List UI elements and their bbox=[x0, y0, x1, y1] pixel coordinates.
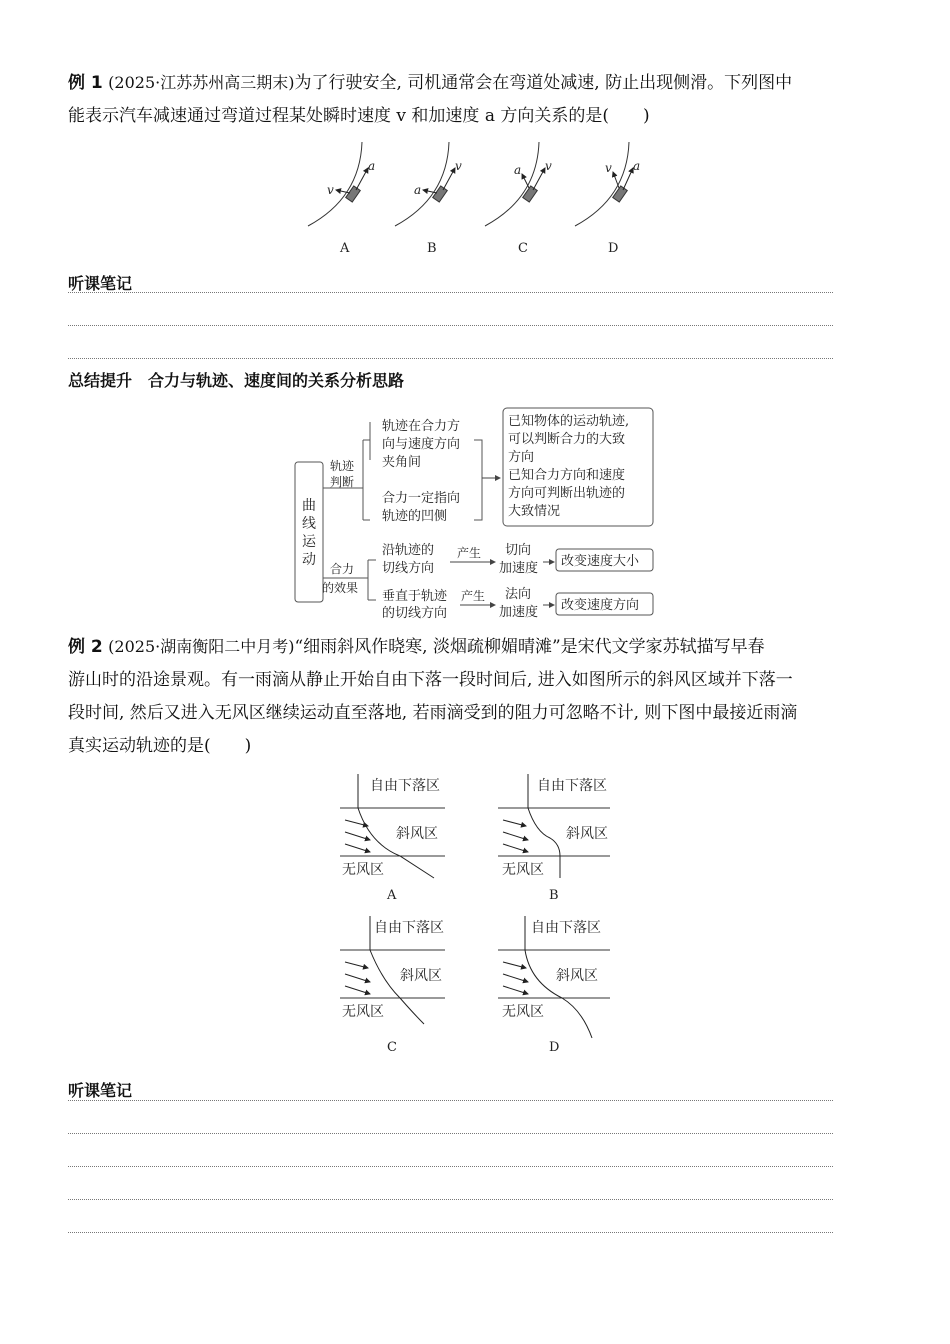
option-b-label-1: v bbox=[455, 159, 462, 173]
zone-wind-label: 斜风区 bbox=[566, 826, 608, 842]
b1-item1-line: 轨迹在合力方 bbox=[382, 419, 461, 434]
b2-item1-line: 沿轨迹的 bbox=[382, 543, 435, 558]
zone-calm-label: 无风区 bbox=[502, 862, 544, 878]
b1-result-line: 大致情况 bbox=[508, 504, 561, 519]
option-d-rain-diagram bbox=[498, 916, 610, 1055]
example1-text-line2: 能表示汽车减速通过弯道过程某处瞬时速度 v 和加速度 a 方向关系的是( ) bbox=[68, 106, 650, 126]
b2-item1-line: 切线方向 bbox=[382, 561, 435, 576]
b2-item2-line: 垂直于轨迹 bbox=[382, 589, 448, 604]
example1-source: (2025·江苏苏州高三期末) bbox=[108, 73, 295, 92]
example2-text-line3: 段时间, 然后又进入无风区继续运动直至落地, 若雨滴受到的阻力可忽略不计, 则下图中最接近雨滴 bbox=[68, 703, 798, 723]
option-d-letter: D bbox=[608, 241, 619, 256]
zone-calm-label: 无风区 bbox=[502, 1004, 544, 1020]
tangential-line: 切向 bbox=[505, 543, 532, 558]
zone-free-label: 自由下落区 bbox=[370, 778, 440, 794]
note-line[interactable] bbox=[68, 1199, 833, 1200]
example1-label: 例 1 bbox=[68, 73, 103, 93]
b1-result-line: 方向 bbox=[508, 450, 535, 465]
option-d-label-1: v bbox=[605, 161, 612, 175]
example2-text-line4: 真实运动轨迹的是( ) bbox=[68, 736, 252, 756]
option-b-letter: B bbox=[549, 888, 559, 903]
option-b-label-2: a bbox=[414, 183, 422, 197]
option-d-label-2: a bbox=[633, 159, 641, 173]
note-line[interactable] bbox=[68, 1133, 833, 1134]
note-line[interactable] bbox=[68, 1100, 833, 1101]
branch2-label: 的效果 bbox=[322, 581, 359, 595]
option-a-letter: A bbox=[340, 241, 350, 256]
root-char: 动 bbox=[302, 552, 316, 568]
branch2-label: 合力 bbox=[330, 562, 355, 576]
tangential-line: 加速度 bbox=[499, 561, 539, 576]
zone-calm-label: 无风区 bbox=[342, 862, 384, 878]
note-line[interactable] bbox=[68, 358, 833, 359]
note-line[interactable] bbox=[68, 1166, 833, 1167]
option-c-letter: C bbox=[518, 241, 528, 256]
example1-question bbox=[68, 66, 888, 133]
zone-free-label: 自由下落区 bbox=[531, 920, 601, 936]
root-char: 曲 bbox=[302, 498, 316, 514]
option-c-label-1: a bbox=[514, 163, 522, 177]
note-line[interactable] bbox=[68, 325, 833, 326]
option-c-label-2: v bbox=[545, 159, 552, 173]
example1-text-line1: 为了行驶安全, 司机通常会在弯道处减速, 防止出现侧滑。下列图中 bbox=[294, 73, 793, 93]
zone-wind-label: 斜风区 bbox=[396, 826, 438, 842]
produce-label: 产生 bbox=[457, 546, 482, 560]
option-a-letter: A bbox=[387, 888, 397, 903]
option-a-diagram bbox=[308, 142, 375, 256]
b1-result-line: 已知物体的运动轨迹, bbox=[508, 414, 630, 429]
b1-item1-line: 向与速度方向 bbox=[382, 437, 461, 452]
root-char: 线 bbox=[302, 516, 316, 532]
zone-free-label: 自由下落区 bbox=[374, 920, 444, 936]
normal-line: 法向 bbox=[505, 587, 532, 602]
example2-diagrams bbox=[330, 770, 620, 1060]
b1-result-line: 已知合力方向和速度 bbox=[508, 468, 626, 483]
b1-item2-line: 轨迹的凹侧 bbox=[382, 509, 448, 524]
example2-text-line2: 游山时的沿途景观。有一雨滴从静止开始自由下落一段时间后, 进入如图所示的斜风区域并下落一 bbox=[68, 670, 793, 690]
effect2-text: 改变速度方向 bbox=[561, 598, 640, 613]
zone-wind-label: 斜风区 bbox=[400, 968, 442, 984]
summary-title: 总结提升 合力与轨迹、速度间的关系分析思路 bbox=[68, 371, 405, 390]
option-d-letter: D bbox=[549, 1040, 560, 1055]
option-d-diagram bbox=[575, 142, 640, 256]
note-line[interactable] bbox=[68, 1232, 833, 1233]
produce-label: 产生 bbox=[461, 589, 486, 603]
option-c-diagram bbox=[485, 142, 552, 256]
option-b-rain-diagram bbox=[498, 774, 610, 903]
example2-source: (2025·湖南衡阳二中月考) bbox=[108, 637, 295, 656]
note-line[interactable] bbox=[68, 292, 833, 293]
normal-line: 加速度 bbox=[499, 605, 539, 620]
option-c-letter: C bbox=[387, 1040, 397, 1055]
b1-result-line: 方向可判断出轨迹的 bbox=[508, 486, 626, 501]
option-b-diagram bbox=[395, 142, 462, 256]
option-a-rain-diagram bbox=[340, 774, 445, 903]
b1-item2-line: 合力一定指向 bbox=[382, 491, 461, 506]
summary-flowchart bbox=[290, 400, 660, 622]
root-box bbox=[295, 462, 323, 602]
zone-free-label: 自由下落区 bbox=[537, 778, 607, 794]
zone-calm-label: 无风区 bbox=[342, 1004, 384, 1020]
b1-item1-line: 夹角间 bbox=[382, 455, 422, 470]
zone-wind-label: 斜风区 bbox=[556, 968, 598, 984]
branch1-label: 判断 bbox=[330, 475, 355, 489]
effect1-text: 改变速度大小 bbox=[561, 554, 640, 569]
b1-result-line: 可以判断合力的大致 bbox=[508, 432, 626, 447]
example2-question bbox=[68, 630, 888, 763]
example2-text-line1: “细雨斜风作晓寒, 淡烟疏柳媚晴滩”是宋代文学家苏轼描写早春 bbox=[294, 637, 765, 657]
branch1-label: 轨迹 bbox=[330, 459, 355, 473]
b2-item2-line: 的切线方向 bbox=[382, 606, 448, 621]
option-a-label-2: v bbox=[327, 183, 334, 197]
example1-diagrams bbox=[300, 138, 660, 263]
option-a-label-1: a bbox=[368, 159, 376, 173]
notes-title-2: 听课笔记 bbox=[68, 1081, 133, 1100]
option-c-rain-diagram bbox=[340, 916, 445, 1055]
root-char: 运 bbox=[302, 534, 316, 550]
example2-label: 例 2 bbox=[68, 637, 103, 657]
notes-title-1: 听课笔记 bbox=[68, 274, 133, 293]
option-b-letter: B bbox=[427, 241, 437, 256]
